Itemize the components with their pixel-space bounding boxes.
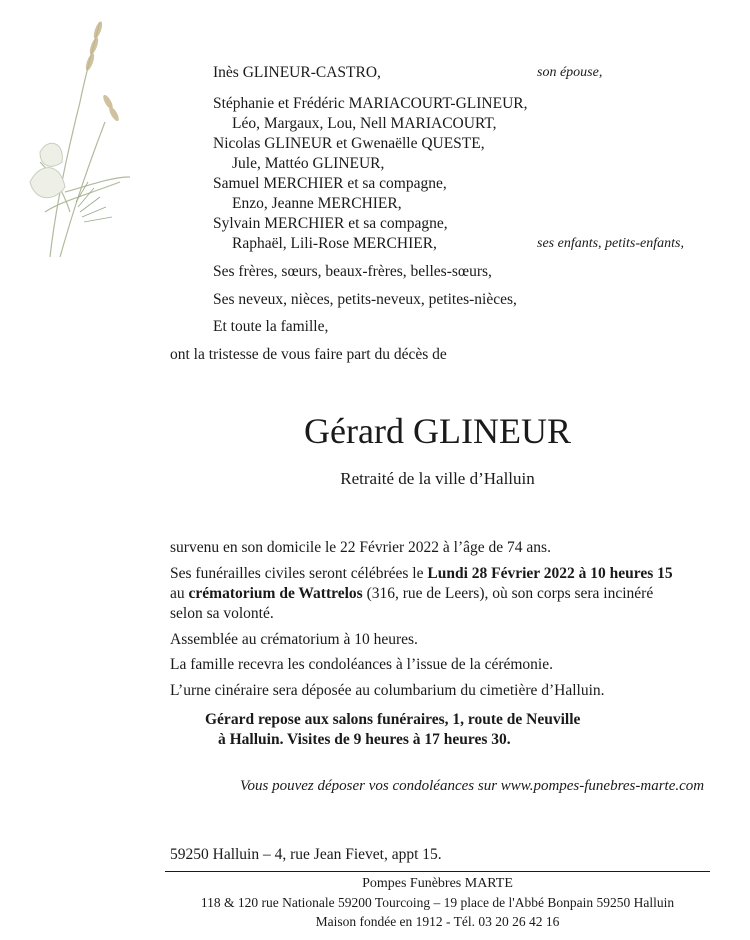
child-line-1: Stéphanie et Frédéric MARIACOURT-GLINEUR,	[213, 95, 528, 112]
child-line-3: Samuel MERCHIER et sa compagne,	[213, 175, 447, 192]
nephews-line: Ses neveux, nièces, petits-neveux, petites-nièces,	[213, 291, 517, 308]
funeral-line-2	[170, 584, 705, 604]
funeral-paragraph	[170, 564, 705, 624]
grandchild-line-1: Léo, Margaux, Lou, Nell MARIACOURT,	[232, 115, 497, 132]
condolences-line: La famille recevra les condoléances à l’issue de la cérémonie.	[170, 656, 553, 673]
death-line: survenu en son domicile le 22 Février 2022 à l’âge de 74 ans.	[170, 539, 551, 556]
child-line-4: Sylvain MERCHIER et sa compagne,	[213, 215, 448, 232]
online-condolences: Vous pouvez déposer vos condoléances sur www.pompes-funebres-marte.com	[240, 778, 705, 794]
deceased-name: Gérard GLINEUR	[304, 411, 571, 451]
crematorium-name: crématorium de Wattrelos	[188, 585, 363, 602]
deceased-subtitle: Retraité de la ville d’Halluin	[340, 469, 535, 488]
funeral-prefix: au	[170, 585, 189, 602]
child-line-2: Nicolas GLINEUR et Gwenaëlle QUESTE,	[213, 135, 485, 152]
repose-line-2: à Halluin. Visites de 9 heures à 17 heures 30.	[218, 731, 511, 748]
footer-divider	[165, 871, 710, 872]
grandchild-line-3: Enzo, Jeanne MERCHIER,	[232, 195, 402, 212]
repose-line-1: Gérard repose aux salons funéraires, 1, route de Neuville	[205, 711, 581, 728]
funeral-line-1	[170, 564, 705, 584]
spouse-role: son épouse,	[537, 65, 603, 80]
grandchild-line-2: Jule, Mattéo GLINEUR,	[232, 155, 385, 172]
funeral-suffix: (316, rue de Leers), où son corps sera incinéré	[362, 585, 654, 602]
footer-contact: Maison fondée en 1912 - Tél. 03 20 26 42 16	[315, 914, 560, 929]
footer-company: Pompes Funèbres MARTE	[362, 876, 513, 891]
urn-line: L’urne cinéraire sera déposée au columbarium du cimetière d’Halluin.	[170, 682, 605, 699]
home-address: 59250 Halluin – 4, rue Jean Fievet, appt 15.	[170, 846, 442, 863]
grandchild-line-4: Raphaël, Lili-Rose MERCHIER,	[232, 235, 437, 252]
assembly-line: Assemblée au crématorium à 10 heures.	[170, 631, 418, 648]
announcement-line: ont la tristesse de vous faire part du décès de	[170, 346, 447, 363]
funeral-text-1: Ses funérailles civiles seront célébrées le	[170, 565, 428, 582]
spouse-name: Inès GLINEUR-CASTRO,	[213, 64, 381, 81]
siblings-line: Ses frères, sœurs, beaux-frères, belles-sœurs,	[213, 263, 492, 280]
footer-addresses: 118 & 120 rue Nationale 59200 Tourcoing – 19 place de l'Abbé Bonpain 59250 Halluin	[200, 895, 675, 910]
floral-decoration-icon	[20, 12, 140, 262]
all-family-line: Et toute la famille,	[213, 318, 329, 335]
funeral-line-3: selon sa volonté.	[170, 605, 274, 622]
funeral-date: Lundi 28 Février 2022 à 10 heures 15	[427, 565, 673, 582]
children-role: ses enfants, petits-enfants,	[537, 236, 684, 251]
